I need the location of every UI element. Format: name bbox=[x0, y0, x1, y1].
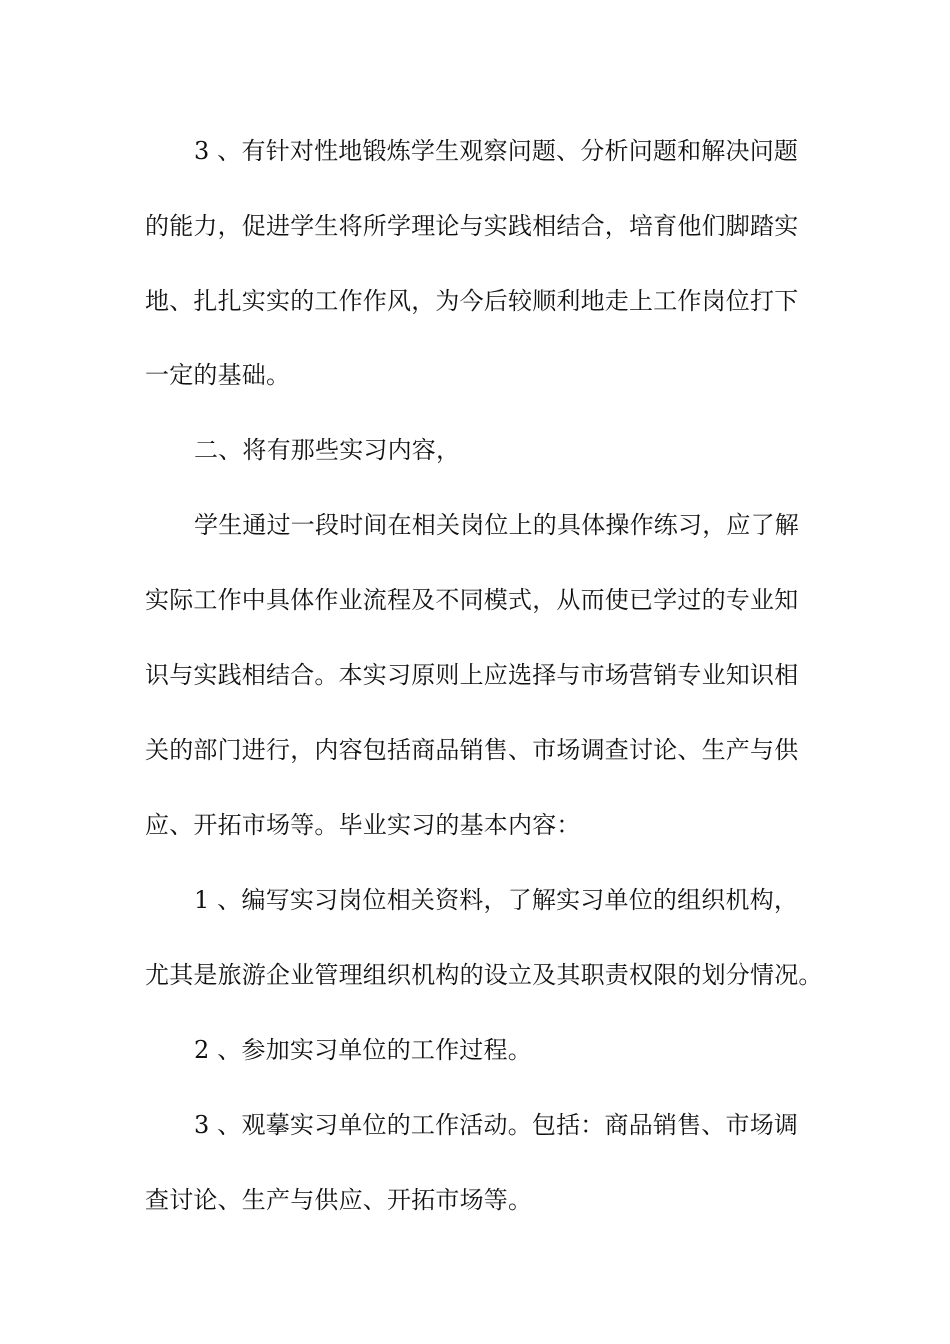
text-line: 一定的基础。 bbox=[145, 361, 291, 389]
text-line: 3 、有针对性地锻炼学生观察问题、分析问题和解决问题 bbox=[194, 137, 799, 165]
list-item-text: 尤其是旅游企业管理组织机构的设立及其职责权限的划分情况。 bbox=[145, 961, 823, 989]
text-line: 学生通过一段时间在相关岗位上的具体操作练习，应了解 bbox=[194, 511, 799, 539]
text-line: 地、扎扎实实的工作作风，为今后较顺利地走上工作岗位打下 bbox=[145, 287, 799, 315]
list-item-text: 3 、观摹实习单位的工作活动。包括：商品销售、市场调 bbox=[194, 1111, 799, 1139]
list-item-text: 查讨论、生产与供应、开拓市场等。 bbox=[145, 1186, 533, 1214]
section-heading: 二、将有那些实习内容， bbox=[194, 436, 461, 464]
text-line: 实际工作中具体作业流程及不同模式，从而使已学过的专业知 bbox=[145, 586, 799, 614]
list-item-text: 2 、参加实习单位的工作过程。 bbox=[194, 1036, 532, 1064]
text-line: 的能力，促进学生将所学理论与实践相结合，培育他们脚踏实 bbox=[145, 212, 799, 240]
text-line: 应、开拓市场等。毕业实习的基本内容： bbox=[145, 811, 581, 839]
text-line: 关的部门进行，内容包括商品销售、市场调查讨论、生产与供 bbox=[145, 736, 799, 764]
text-line: 识与实践相结合。本实习原则上应选择与市场营销专业知识相 bbox=[145, 661, 799, 689]
list-item-text: 1 、编写实习岗位相关资料，了解实习单位的组织机构， bbox=[194, 886, 799, 914]
